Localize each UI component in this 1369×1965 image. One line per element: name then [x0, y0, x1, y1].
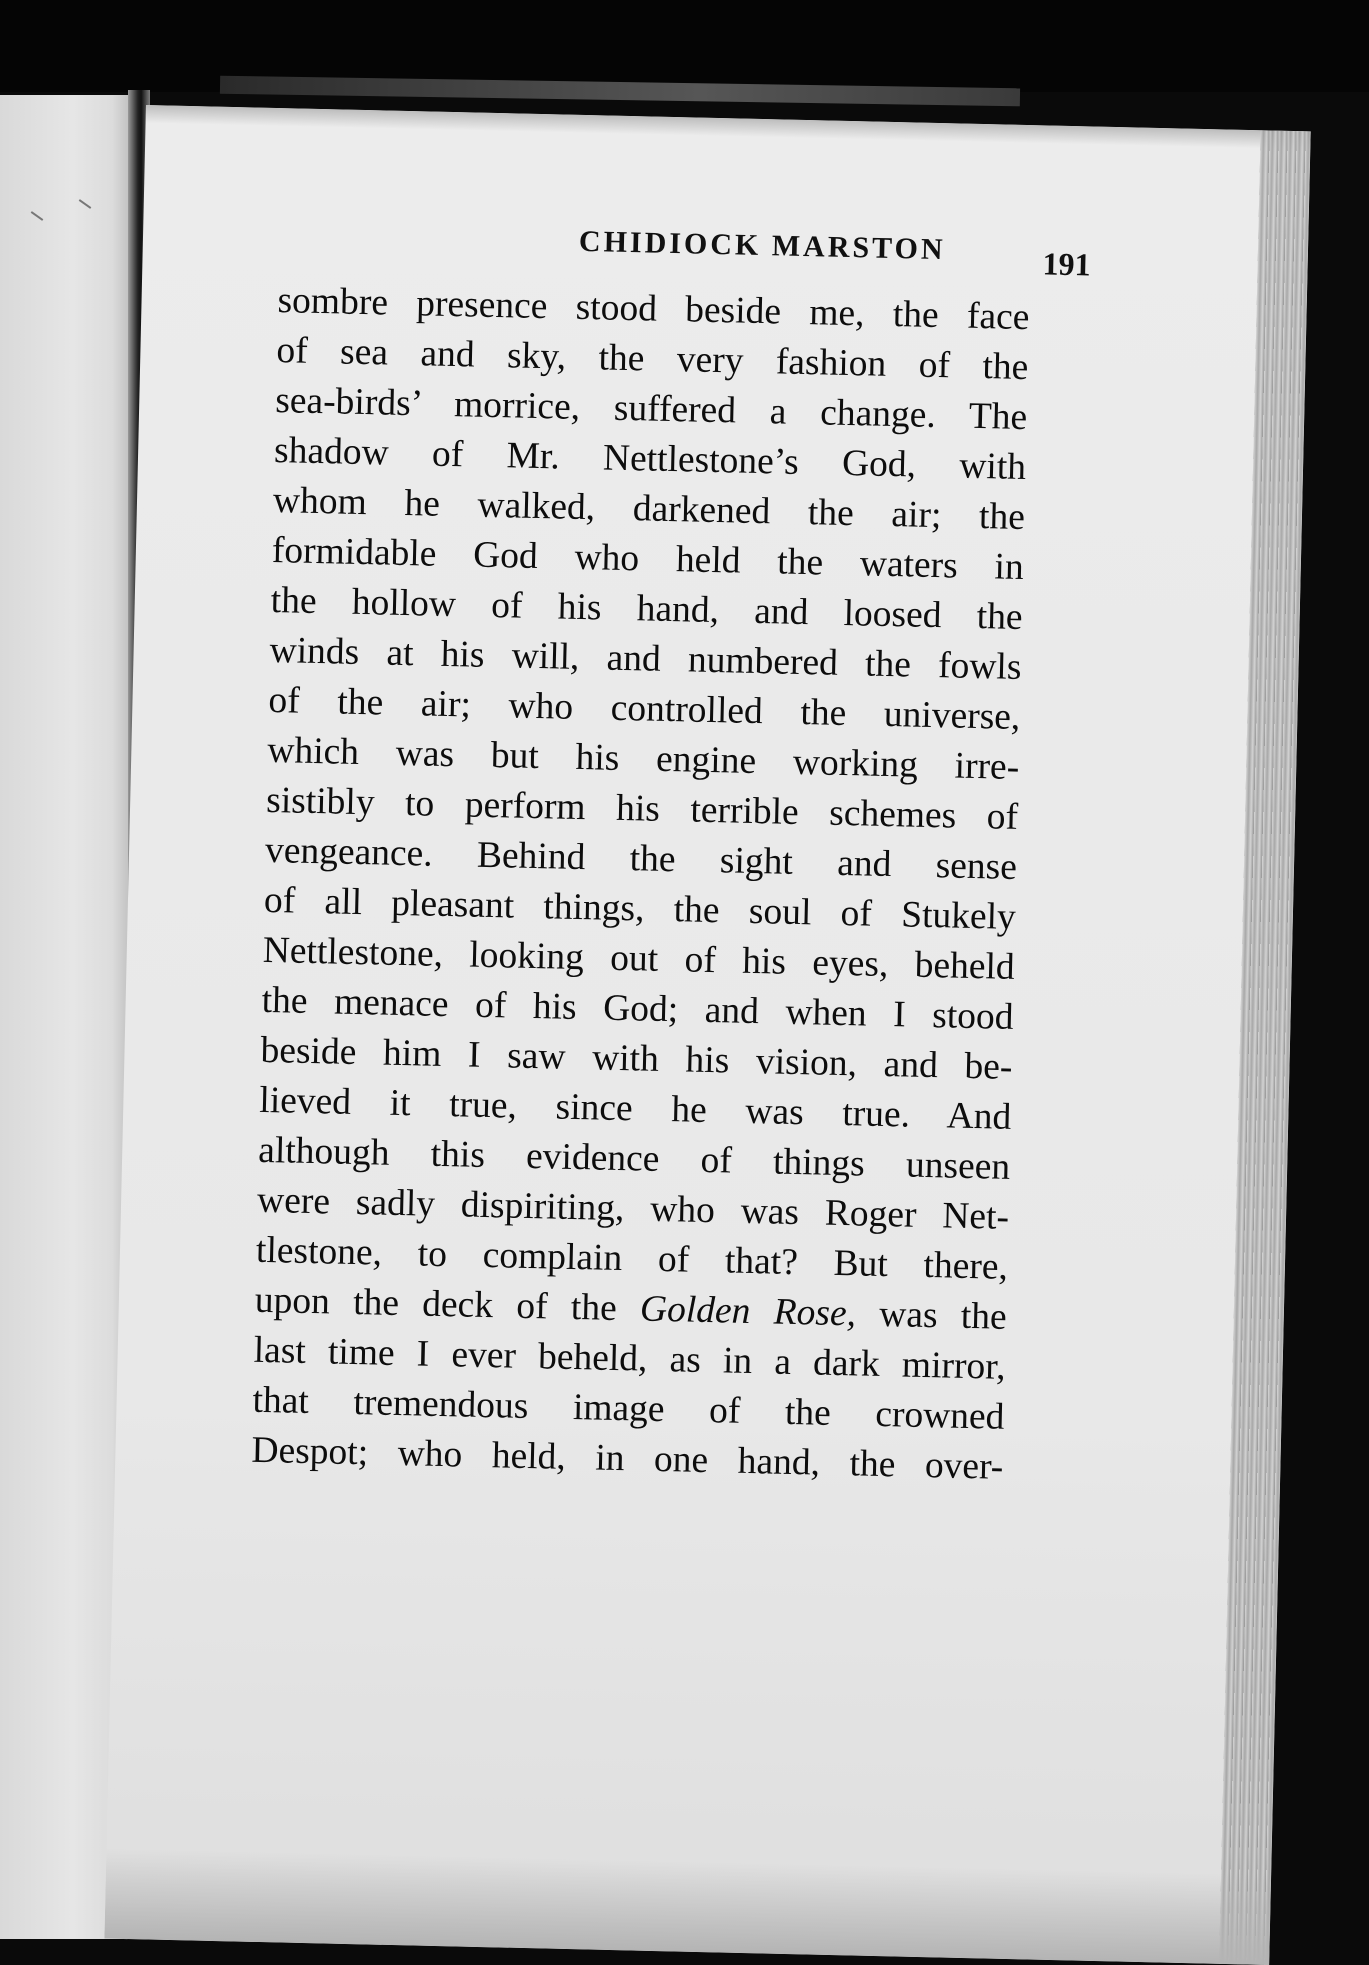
page-bottom-shadow — [104, 1849, 1271, 1965]
text-line: last time I ever beheld, as in a dark mirror, — [253, 1329, 1007, 1388]
text-line: that tremendous image of the crowned — [252, 1379, 1005, 1438]
facing-page-mark — [79, 199, 92, 209]
text-line: sombre presence stood beside me, the face — [277, 280, 1030, 339]
text-line: although this evidence of things unseen — [257, 1129, 1011, 1188]
text-line: shadow of Mr. Nettlestone’s God, with — [273, 430, 1027, 489]
text-line: tlestone, to complain of that? But there, — [255, 1229, 1009, 1288]
page-top-shadow — [146, 105, 1311, 149]
text-line: sistibly to perform his terrible schemes of — [265, 779, 1019, 838]
page-edge-stack — [1219, 130, 1311, 1965]
line-text-before: upon the deck of the — [254, 1279, 641, 1330]
text-line: Nettlestone, looking out of his eyes, beheld — [262, 929, 1016, 988]
text-line: of sea and sky, the very fashion of the — [275, 330, 1029, 389]
text-line: beside him I saw with his vision, and be- — [260, 1029, 1013, 1088]
ship-name: Golden Rose, — [639, 1288, 857, 1335]
text-line: of the air; who controlled the universe, — [268, 679, 1021, 738]
text-line: lieved it true, since he was true. And — [258, 1079, 1012, 1138]
page-number: 191 — [1042, 245, 1092, 283]
text-line: of all pleasant things, the soul of Stukely — [263, 879, 1017, 938]
text-line: which was but his engine working irre- — [266, 729, 1020, 788]
book-page — [104, 105, 1310, 1965]
text-line: were sadly dispiriting, who was Roger Net- — [256, 1179, 1010, 1238]
text-line: the hollow of his hand, and loosed the — [270, 579, 1024, 639]
text-line: whom he walked, darkened the air; the — [272, 479, 1026, 539]
text-line: the menace of his God; and when I stood — [261, 979, 1014, 1038]
running-head: CHIDIOCK MARSTON — [578, 224, 946, 267]
line-text-after: was the — [855, 1293, 1008, 1338]
text-line: sea-birds’ morrice, suffered a change. The — [274, 380, 1028, 439]
text-line: winds at his will, and numbered the fowls — [269, 629, 1022, 689]
body-text — [251, 276, 1030, 1493]
text-line: Despot; who held, in one hand, the over- — [251, 1429, 1004, 1488]
facing-page-mark — [31, 211, 44, 221]
scan-top-border — [0, 0, 1369, 92]
text-line: formidable God who held the waters in — [271, 529, 1025, 589]
text-line: vengeance. Behind the sight and sense — [264, 829, 1018, 888]
